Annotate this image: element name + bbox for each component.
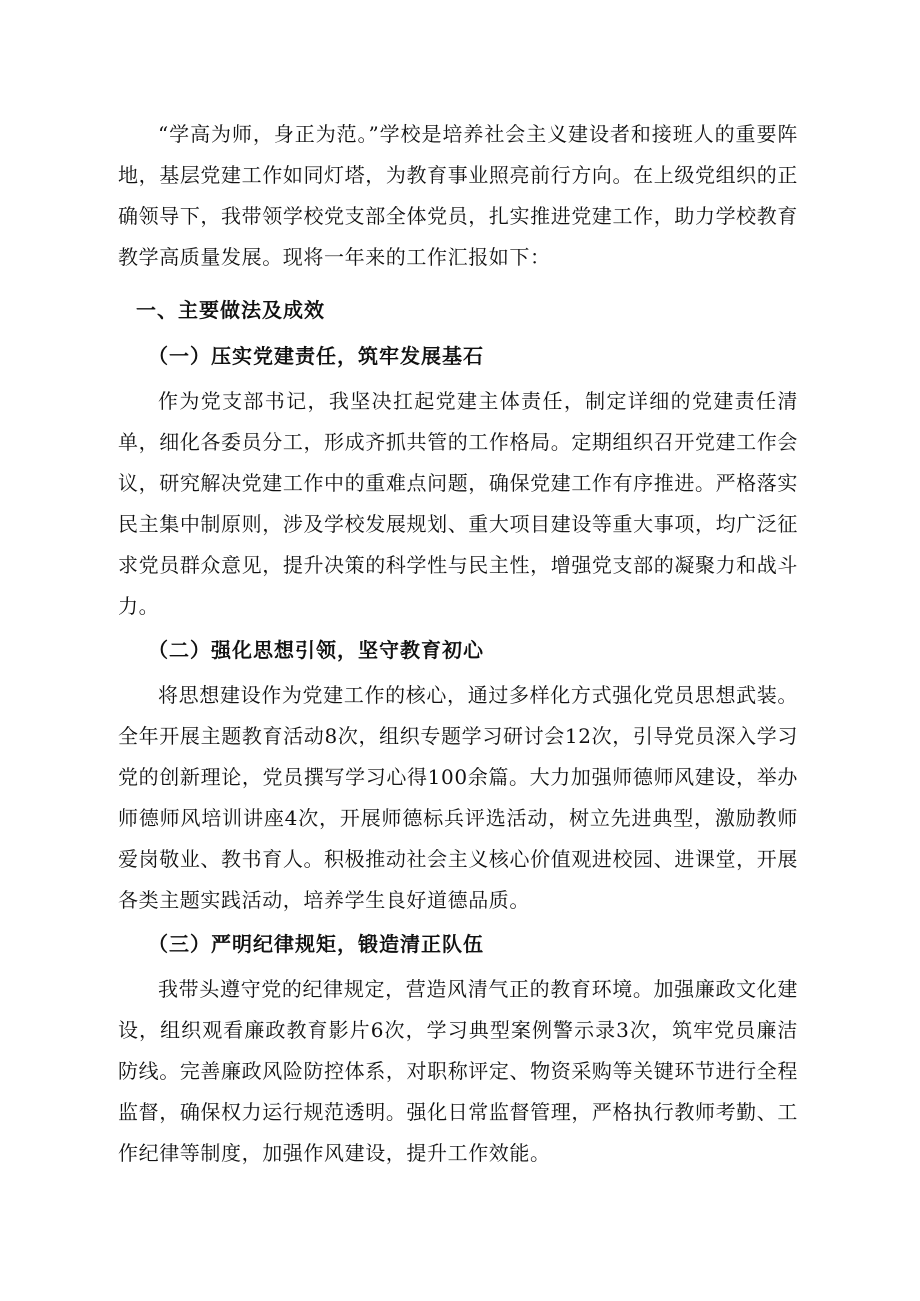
subsection-3-heading: （三）严明纪律规矩，锻造清正队伍	[148, 932, 484, 956]
subsection-1-paragraph: 作为党支部书记，我坚决扛起党建主体责任，制定详细的党建责任清单，细化各委员分工，形成齐抓共管的工作格局。定期组织召开党建工作会议，研究解决党建工作中的重难点问题，确保党建工作有序推进。严格落实民主集中制原则，涉及学校发展规划、重大项目建设等重大事项，均广泛征求党员群众意见，提升决策的科学性与民主性，增强党支部的凝聚力和战斗力。	[118, 389, 798, 618]
intro-paragraph: “学高为师，身正为范。”学校是培养社会主义建设者和接班人的重要阵地，基层党建工作如同灯塔，为教育事业照亮前行方向。在上级党组织的正确领导下，我带领学校党支部全体党员，扎实推进党建工作，助力学校教育教学高质量发展。现将一年来的工作汇报如下：	[118, 122, 798, 269]
subsection-3-paragraph: 我带头遵守党的纪律规定，营造风清气正的教育环境。加强廉政文化建设，组织观看廉政教育影片6次，学习典型案例警示录3次，筑牢党员廉洁防线。完善廉政风险防控体系，对职称评定、物资采购等关键环节进行全程监督，确保权力运行规范透明。强化日常监督管理，严格执行教师考勤、工作纪律等制度，加强作风建设，提升工作效能。	[118, 977, 798, 1165]
subsection-2-paragraph: 将思想建设作为党建工作的核心，通过多样化方式强化党员思想武装。全年开展主题教育活动8次，组织专题学习研讨会12次，引导党员深入学习党的创新理论，党员撰写学习心得100余篇。大力加强师德师风建设，举办师德师风培训讲座4次，开展师德标兵评选活动，树立先进典型，激励教师爱岗敬业、教书育人。积极推动社会主义核心价值观进校园、进课堂，开展各类主题实践活动，培养学生良好道德品质。	[118, 683, 798, 912]
subsection-1-heading: （一）压实党建责任，筑牢发展基石	[148, 344, 484, 368]
section-1-heading: 一、主要做法及成效	[136, 298, 325, 322]
subsection-2-heading: （二）强化思想引领，坚守教育初心	[148, 638, 484, 662]
